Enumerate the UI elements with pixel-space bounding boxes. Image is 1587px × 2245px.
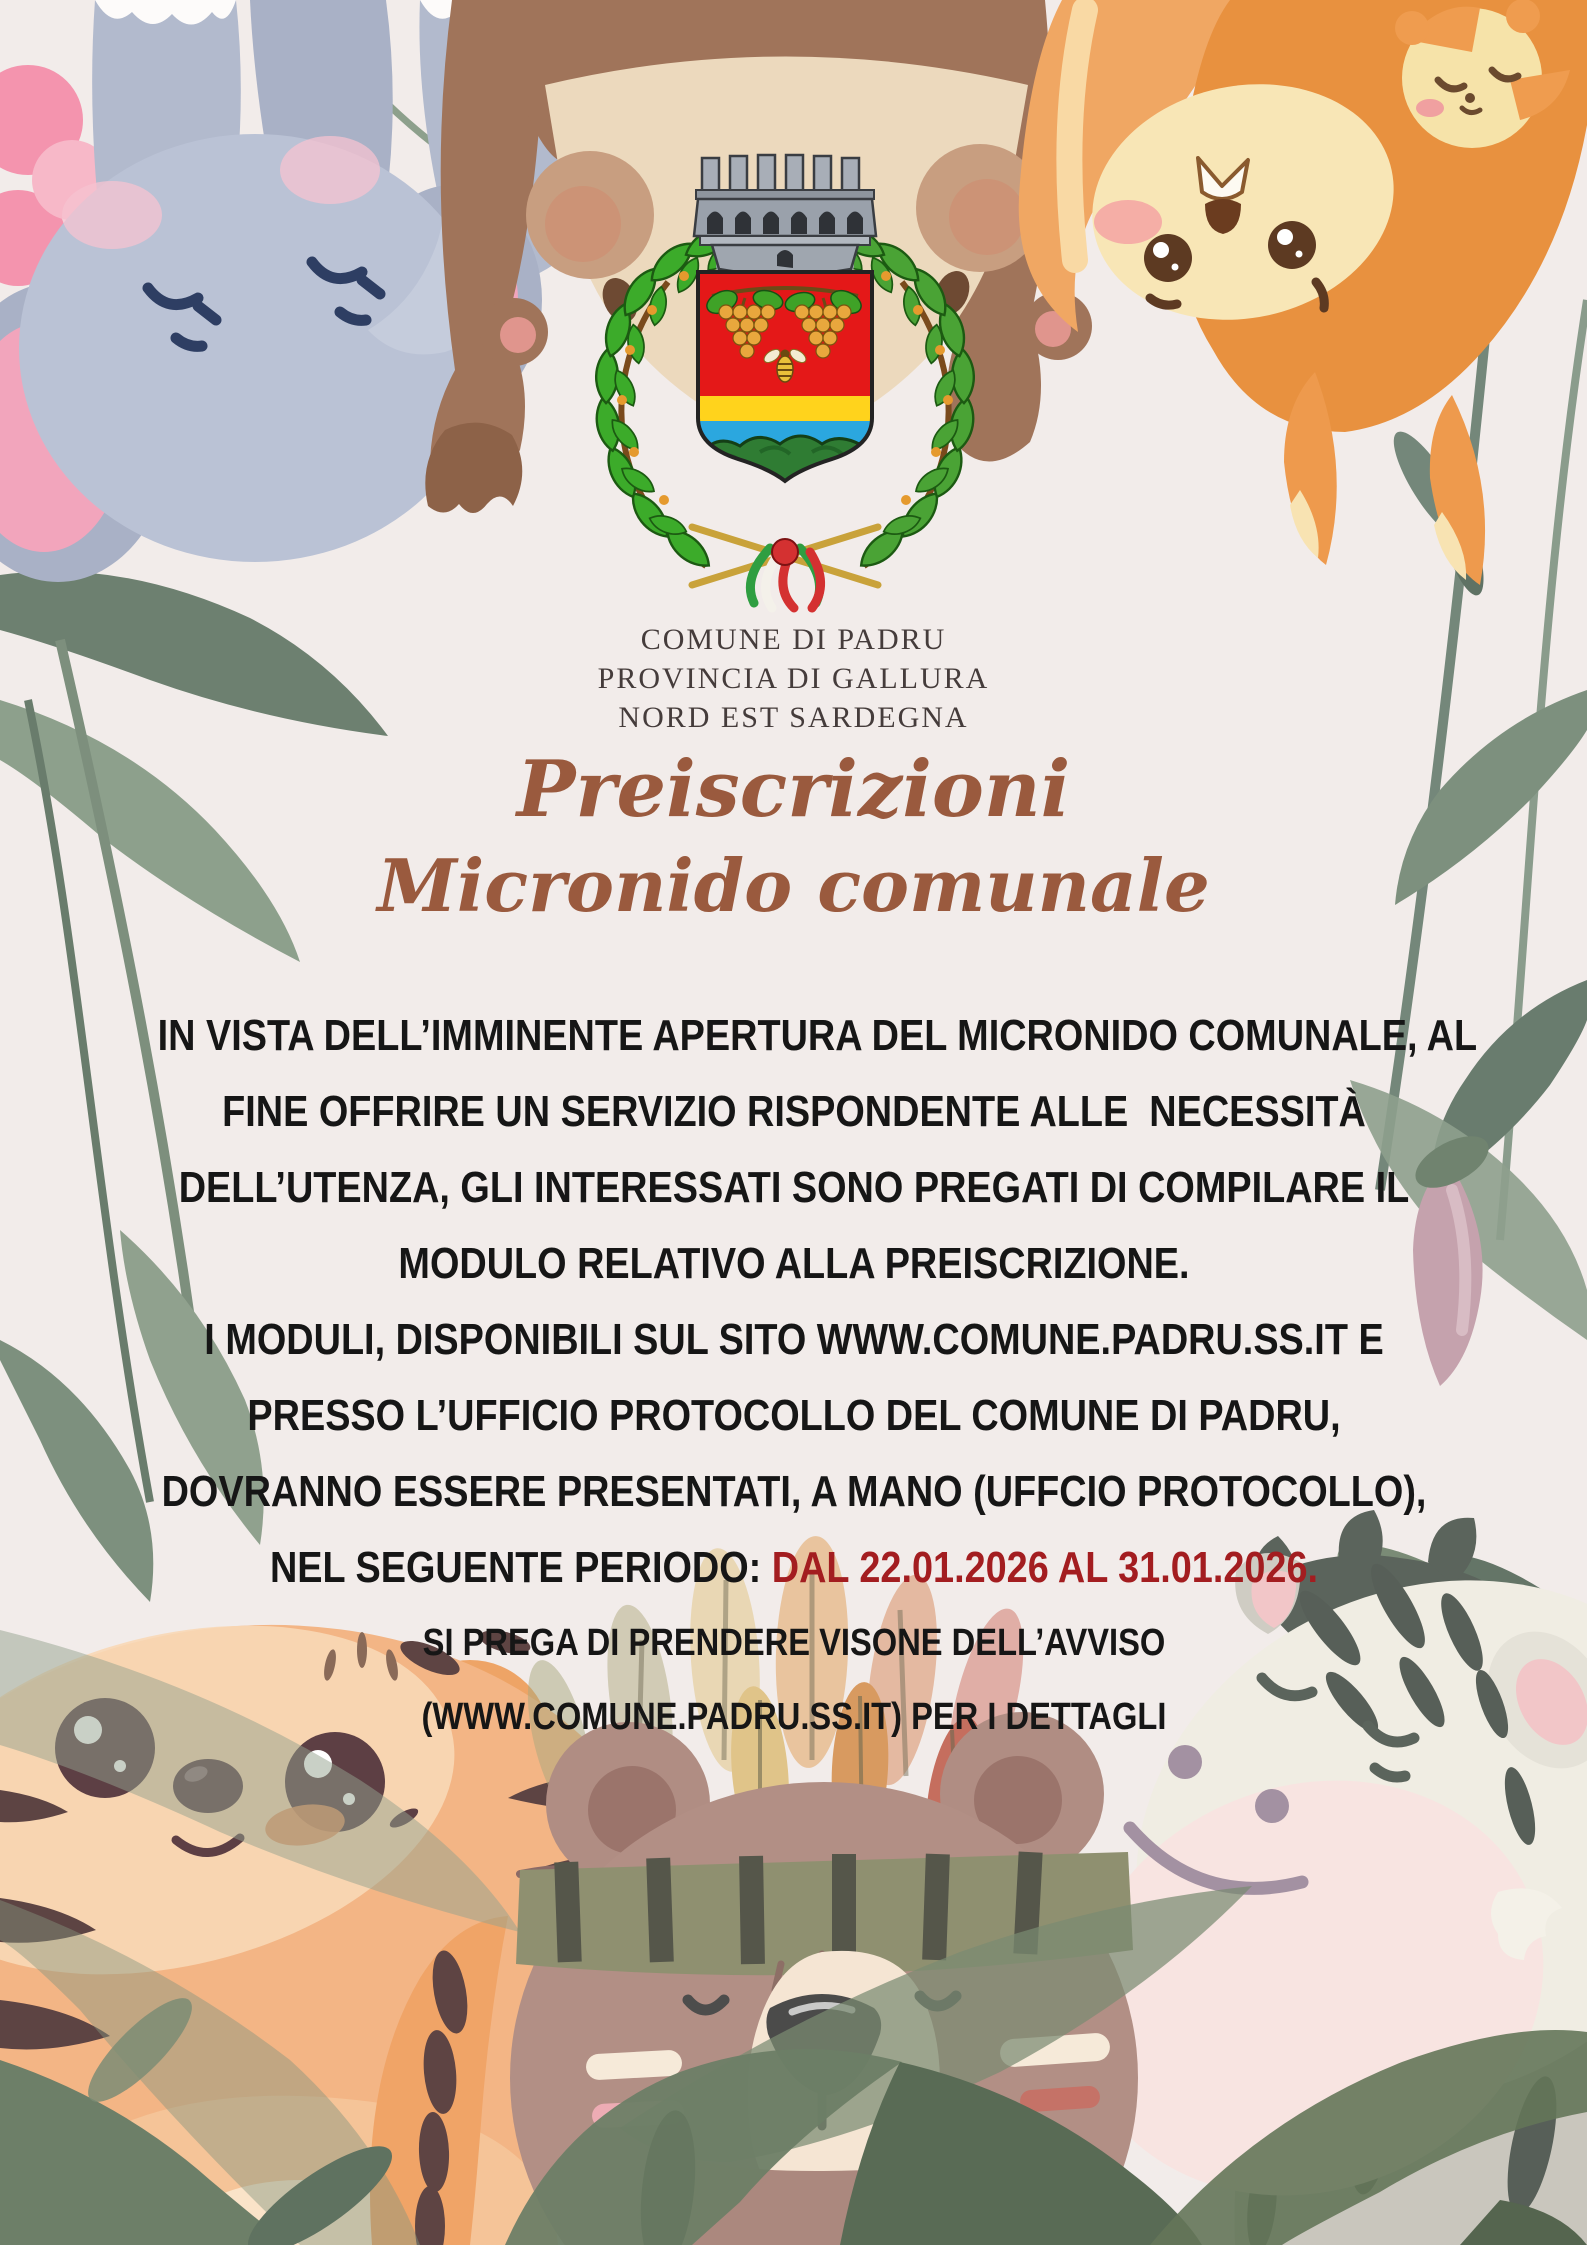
municipality-province: PROVINCIA DI GALLURA [597, 662, 990, 695]
poster-title-line1: Preiscrizioni [516, 744, 1071, 835]
body-line-5: I MODULI, DISPONIBILI SUL SITO WWW.COMUNE.PADRU.SS.IT E [203, 1315, 1384, 1364]
periodo-dates: DAL 22.01.2026 AL 31.01.2026. [771, 1543, 1318, 1592]
shield [698, 272, 872, 483]
body-line-2: FINE OFFRIRE UN SERVIZIO RISPONDENTE ALLE NECESSITÀ [221, 1087, 1366, 1136]
body-line-6: PRESSO L’UFFICIO PROTOCOLLO DEL COMUNE DI PADRU, [246, 1391, 1341, 1440]
body-line-3: DELL’UTENZA, GLI INTERESSATI SONO PREGATI DI COMPILARE IL [178, 1163, 1409, 1212]
municipality-region: NORD EST SARDEGNA [618, 701, 969, 734]
body-line-9: SI PREGA DI PRENDERE VISONE DELL’AVVISO [422, 1622, 1165, 1664]
body-line-7: DOVRANNO ESSERE PRESENTATI, A MANO (UFFCIO PROTOCOLLO), [161, 1467, 1426, 1516]
wreath-ribbon [692, 527, 878, 608]
body-line-1: IN VISTA DELL’IMMINENTE APERTURA DEL MICRONIDO COMUNALE, AL [157, 1011, 1477, 1060]
body-line-10: (WWW.COMUNE.PADRU.SS.IT) PER I DETTAGLI [421, 1696, 1166, 1738]
poster-title-line2: Micronido comunale [377, 843, 1210, 928]
periodo-label: NEL SEGUENTE PERIODO: [269, 1543, 772, 1592]
municipality-name: COMUNE DI PADRU [640, 623, 947, 656]
body-line-4: MODULO RELATIVO ALLA PREISCRIZIONE. [397, 1239, 1190, 1288]
squirrel-illustration [1019, 0, 1587, 585]
